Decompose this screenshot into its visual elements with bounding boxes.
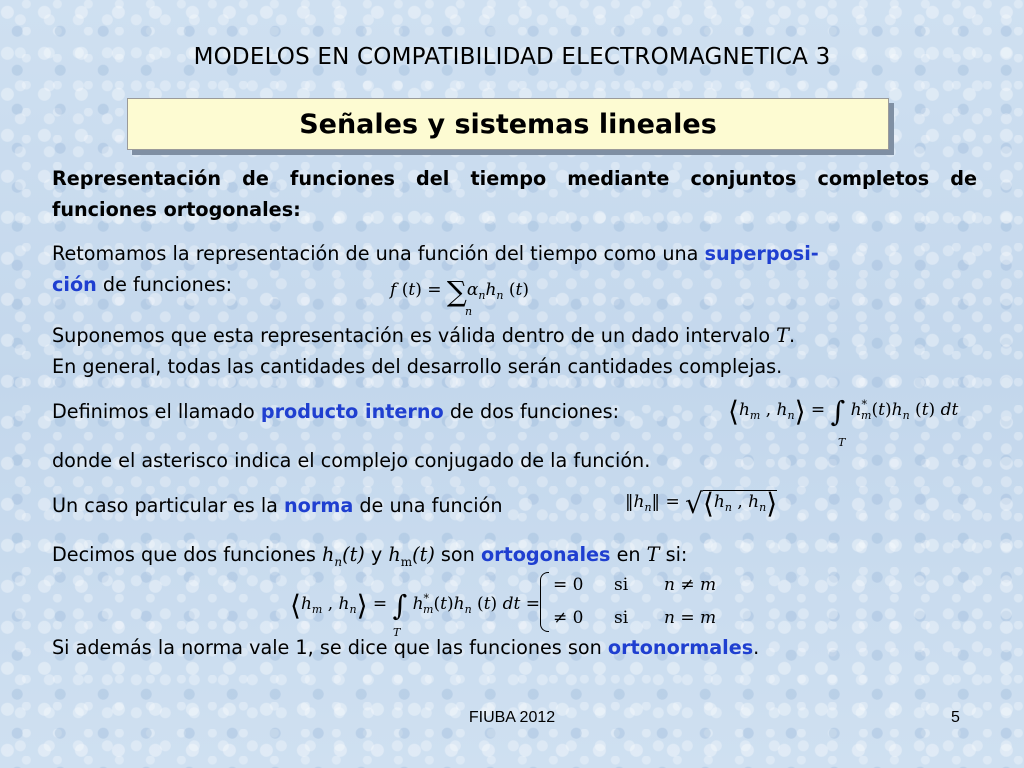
paragraph-orthonormal [52, 633, 759, 664]
paragraph-interval [52, 321, 795, 352]
p6-hn: $h_n(t)$ [322, 543, 365, 569]
p3-post: de dos funciones: [449, 400, 620, 423]
equation-orthogonality: $⟨h_m$ , $h_n⟩$ = ∫ $h^*_m(t)h_n$ (t) dt = [290, 589, 540, 622]
p6-si: si: [665, 543, 688, 566]
case-zero-si: si [614, 575, 629, 595]
paragraph-conjugate: donde el asterisco indica el complejo conjugado de la función. [52, 449, 651, 472]
piecewise-brace [540, 572, 549, 632]
p3-keyword: producto interno [260, 400, 444, 423]
p2-dot: . [788, 324, 796, 347]
case-nonzero: ≠ 0 [553, 608, 584, 628]
p7-dot: . [753, 636, 760, 659]
p6-text: Decimos que dos funciones [52, 543, 316, 566]
p7-keyword: ortonormales [607, 636, 754, 659]
equation-inner-product: $⟨h_m$ , $h_n⟩$ = ∫ $h^*_m(t)h_n$ (t) dt [728, 395, 959, 428]
equation-series-index: n [465, 305, 473, 318]
paragraph-complex: En general, todas las cantidades del desarrollo serán cantidades complejas. [52, 355, 783, 378]
slide-subtitle: Señales y sistemas lineales [299, 108, 717, 140]
p1-keyword-b: ción [52, 273, 97, 296]
p1-text: Retomamos la representación de una función del tiempo como una [52, 242, 699, 265]
case-zero: = 0 [553, 575, 584, 595]
p6-T: T [646, 543, 660, 566]
paragraph-norm [52, 491, 503, 522]
p1-rest: de funciones: [96, 273, 233, 296]
p1-keyword-a: superposi- [704, 242, 819, 265]
p5-keyword: norma [284, 494, 354, 517]
p5-post: de una función [359, 494, 503, 517]
subtitle-box [127, 98, 889, 150]
equation-orthogonality-limit: T [393, 626, 401, 639]
equation-norm: $‖h_n‖$ = $√⟨h_n$ , $h_n⟩$ [625, 487, 778, 520]
p2-text: Suponemos que esta representación es válida dentro de un dado intervalo [52, 324, 771, 347]
paragraph-orthogonal [52, 540, 687, 572]
slide-heading: MODELOS EN COMPATIBILIDAD ELECTROMAGNETICA 3 [193, 44, 831, 70]
intro-text [52, 164, 977, 225]
paragraph-inner-product [52, 397, 619, 428]
case-nonzero-si: si [614, 608, 629, 628]
paragraph-superposition-cont [52, 270, 232, 301]
p6-son: son [440, 543, 475, 566]
p2-interval-symbol: T [776, 324, 789, 347]
case-zero-condition: n ≠ m [664, 575, 717, 595]
p6-en: en [616, 543, 641, 566]
intro-line-2: funciones ortogonales: [52, 197, 301, 221]
equation-series: f $(t) = \sum\alpha_nh_n$ (t) [390, 275, 530, 308]
equation-inner-product-limit: T [838, 436, 846, 449]
footer-center: FIUBA 2012 [468, 709, 556, 726]
p6-hm: $h_m(t)$ [388, 543, 435, 569]
intro-line-1: Representación de funciones del tiempo mediante conjuntos completos de [52, 167, 977, 190]
p6-y: y [370, 543, 383, 566]
p6-keyword: ortogonales [480, 543, 611, 566]
p3-text: Definimos el llamado [52, 400, 255, 423]
p5-text: Un caso particular es la [52, 494, 278, 517]
paragraph-superposition [52, 239, 819, 270]
page-number: 5 [951, 709, 960, 726]
case-nonzero-condition: n = m [664, 608, 717, 628]
p7-text: Si además la norma vale 1, se dice que las funciones son [52, 636, 602, 659]
